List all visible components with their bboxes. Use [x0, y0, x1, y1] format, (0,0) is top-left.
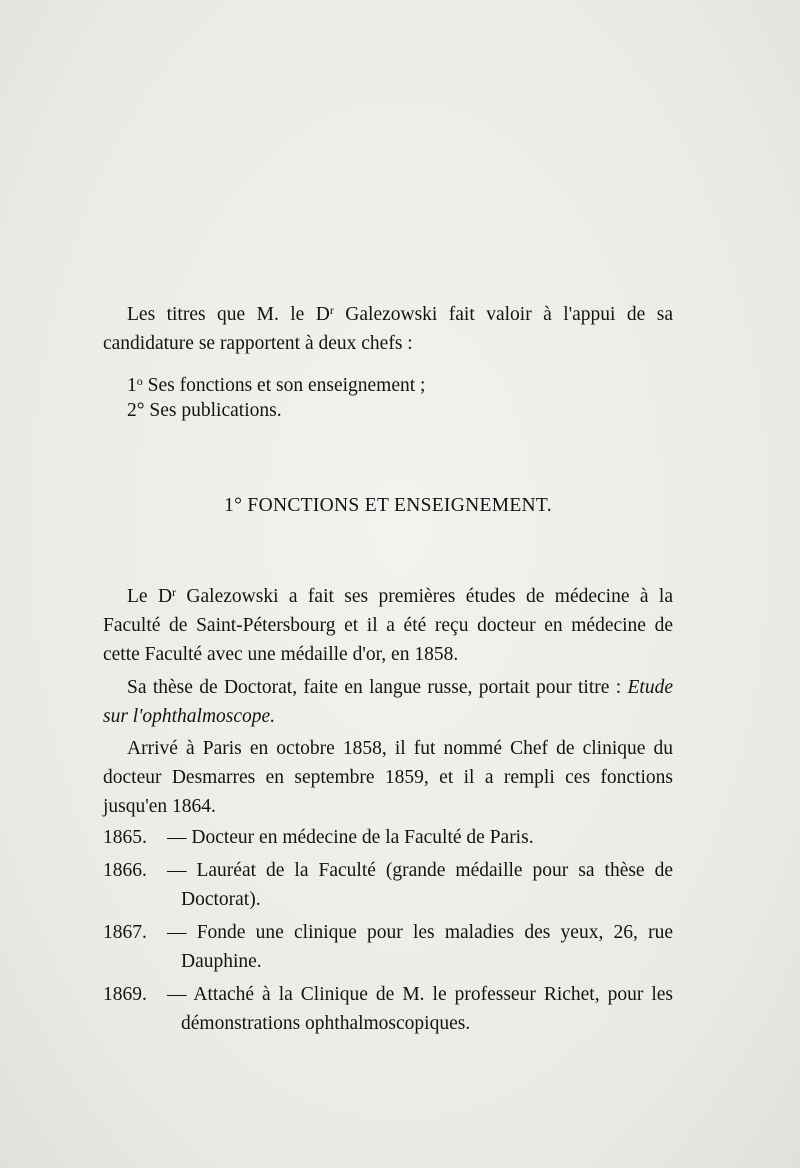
timeline-text: — Lauréat de la Faculté (grande médaille pour sa thèse de Doctorat).: [167, 860, 673, 910]
timeline-entry: [103, 918, 673, 976]
list-item-1-text: Ses fonctions et son enseignement ;: [142, 375, 426, 396]
timeline-text: — Docteur en médecine de la Faculté de Paris.: [167, 827, 534, 848]
list-item-1-number: 1: [127, 375, 137, 396]
timeline-entry: [103, 980, 673, 1038]
thesis-title: Etude sur l'ophthalmoscope.: [103, 677, 673, 727]
list-item-2: 2° Ses publications.: [127, 400, 282, 421]
section-paragraph-1: [103, 578, 673, 669]
intro-text-a: Les titres que M. le D: [127, 304, 330, 325]
section-paragraph-1-b: Galezowski a fait ses premières études de médecine à la Faculté de Saint-Pétersbourg et il a été reçu docteur en médecine de cette Faculté avec une médaille d'or, en 1858.: [103, 586, 673, 665]
section-paragraph-3: Arrivé à Paris en octobre 1858, il fut nommé Chef de clinique du docteur Desmarres en septembre 1859, et il a rempli ces fonctions jusqu'en 1864.: [103, 738, 673, 817]
section-paragraph-1-superscript: r: [172, 585, 177, 599]
timeline-year: 1867.: [103, 922, 147, 943]
timeline-entry: [103, 823, 673, 852]
section-paragraph-1-a: Le D: [127, 586, 173, 607]
section-paragraph-2-a: Sa thèse de Doctorat, faite en langue russe, portait pour titre :: [127, 677, 628, 698]
timeline-year: 1866.: [103, 860, 147, 881]
intro-paragraph: [103, 296, 673, 358]
intro-text-b: Galezowski fait valoir à l'appui de sa candidature se rapportent à deux chefs :: [103, 304, 673, 354]
section-paragraph-2: [103, 673, 673, 731]
timeline-text: — Attaché à la Clinique de M. le professeur Richet, pour les démonstrations ophthalmoscopiques.: [167, 984, 673, 1034]
timeline-year: 1869.: [103, 984, 147, 1005]
timeline-text: — Fonde une clinique pour les maladies des yeux, 26, rue Dauphine.: [167, 922, 673, 972]
section-heading: 1° FONCTIONS ET ENSEIGNEMENT.: [224, 495, 552, 516]
intro-superscript: r: [329, 303, 334, 317]
list-item-1-superscript: o: [136, 374, 143, 388]
timeline-entry: [103, 856, 673, 914]
timeline-year: 1865.: [103, 827, 147, 848]
